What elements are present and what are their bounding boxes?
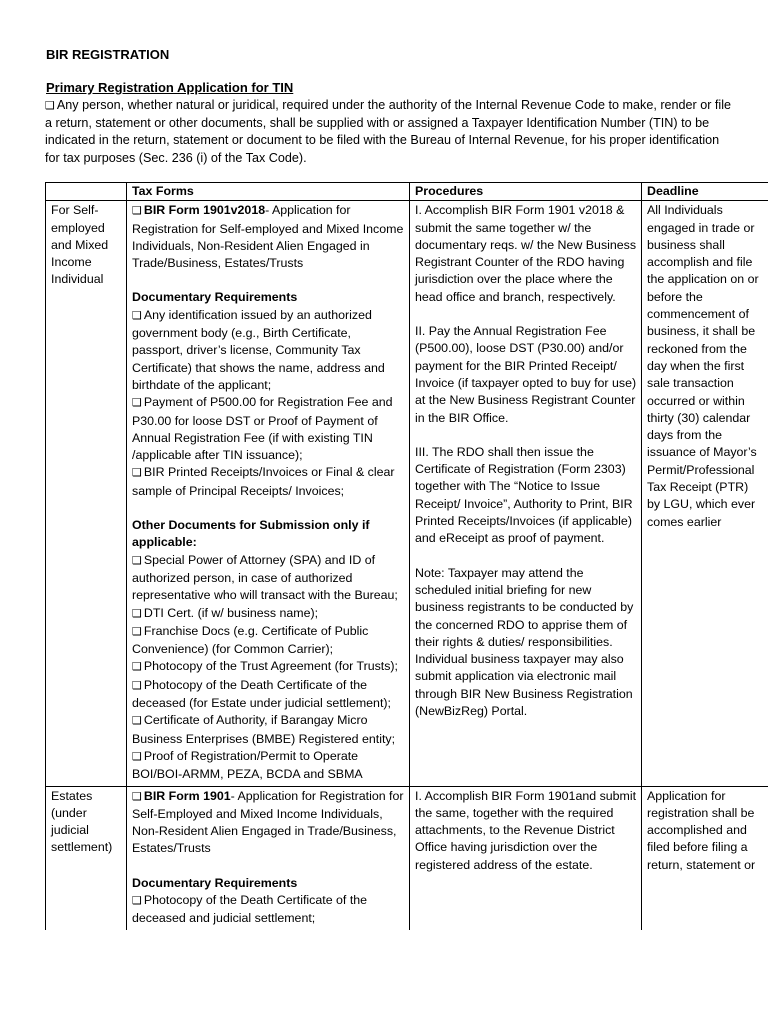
- deadline-cell: Application for registration shall be accomplished and filed before filing a return, statement or: [642, 786, 768, 930]
- checkbox-bullet-icon: ❑: [45, 100, 55, 112]
- list-item: ❑ Payment of P500.00 for Registration Fee and P30.00 for loose DST or Proof of Payment of Annual Registration Fee (if with existing TIN /applicable after TIN issuance);: [132, 395, 393, 463]
- checkbox-bullet-icon: ❑: [132, 790, 142, 803]
- registration-table: [45, 182, 768, 930]
- procedure-step: I. Accomplish BIR Form 1901and submit the same, together with the required attachments, to the Revenue District Office having jurisdiction over the registered address of the estate.: [415, 788, 637, 872]
- checkbox-bullet-icon: ❑: [132, 715, 142, 728]
- list-item: ❑ BIR Printed Receipts/Invoices or Final & clear sample of Principal Receipts/ Invoices;: [132, 465, 395, 498]
- table-header-row: [46, 183, 768, 201]
- list-item: ❑ Photocopy of the Death Certificate of the deceased (for Estate under judicial settlement);: [132, 677, 391, 711]
- intro-text: Any person, whether natural or juridical, required under the authority of the Internal Revenue Code to make, render or file a return, statement or other documents, shall be supplied with or assigned a Taxpayer Identification Number (TIN) to be indicated in the return, statement or document to be filed with the Bureau of Internal Revenue, for his proper identification for tax purposes (Sec. 236 (i) of the Tax Code).: [45, 98, 732, 165]
- checkbox-bullet-icon: ❑: [132, 661, 142, 674]
- form-line: [132, 202, 405, 272]
- deadline-cell: All Individuals engaged in trade or business shall accomplish and file the application on or before the commencement of business, it shall be reckoned from the day when the first sale transaction occurred or within thirty (30) calendar days from the issuance of Mayor’s Permit/Professional Tax Receipt (PTR) by LGU, which ever comes earlier: [642, 201, 768, 786]
- tax-forms-cell: [127, 786, 410, 930]
- list-item: ❑ Photocopy of the Trust Agreement (for Trusts);: [132, 659, 398, 674]
- checkbox-bullet-icon: ❑: [132, 309, 142, 322]
- form-line: [132, 788, 405, 858]
- form-name: BIR Form 1901: [143, 788, 231, 803]
- table-row: [46, 201, 768, 786]
- checkbox-bullet-icon: ❑: [132, 205, 142, 218]
- category-cell: Estates (under judicial settlement): [46, 786, 127, 930]
- header-cell-procedures: Procedures: [410, 183, 642, 201]
- procedure-step: II. Pay the Annual Registration Fee (P500.00), loose DST (P30.00) and/or payment for the BIR Printed Receipt/ Invoice (if taxpayer opted to buy for use) at the New Business Registrant Counter in the BIR Office.: [415, 324, 637, 425]
- checkbox-bullet-icon: ❑: [132, 894, 142, 907]
- form-name: BIR Form 1901v2018: [143, 203, 266, 218]
- form-description: - Application for Registration for Self-Employed and Mixed Income Individuals, Non-Resident Alien Engaged in Trade/Business, Estates/Trusts: [132, 788, 404, 856]
- header-cell-tax-forms: Tax Forms: [127, 183, 410, 201]
- checkbox-bullet-icon: ❑: [132, 679, 142, 692]
- list-item: ❑ Any identification issued by an authorized government body (e.g., Birth Certificate, passport, driver’s license, Community Tax Certificate) that shows the name, address and birthdate of the applicant;: [132, 307, 385, 392]
- document-title: BIR REGISTRATION: [46, 47, 170, 62]
- procedure-step: I. Accomplish BIR Form 1901 v2018 & submit the same together w/ the documentary reqs. w/ the New Business Registrant Counter of the RDO having jurisdiction over the place where the head office and branch, respectively.: [415, 203, 637, 304]
- checkbox-bullet-icon: ❑: [132, 607, 142, 620]
- table-row: [46, 786, 768, 930]
- list-item: ❑ Special Power of Attorney (SPA) and ID of authorized person, in case of authorized representative who will transact with the Bureau;: [132, 552, 398, 603]
- section-heading: Primary Registration Application for TIN: [46, 80, 294, 95]
- checkbox-bullet-icon: ❑: [132, 397, 142, 410]
- procedure-note: Note: Taxpayer may attend the scheduled initial briefing for new business registrants to be conducted by the concerned RDO to apprise them of their rights & duties/ responsibilities. Individual business taxpayer may also submit application via electronic mail through BIR New Business Registration (NewBizReg) Portal.: [415, 565, 634, 719]
- category-cell: For Self-employed and Mixed Income Individual: [46, 201, 127, 786]
- list-item: ❑ DTI Cert. (if w/ business name);: [132, 605, 319, 620]
- procedure-step: III. The RDO shall then issue the Certificate of Registration (Form 2303) together with The “Notice to Issue Receipt/ Invoice”, Authority to Print, BIR Printed Receipts/Invoices (if applicable) and eReceipt as proof of payment.: [415, 444, 633, 546]
- checkbox-bullet-icon: ❑: [132, 750, 142, 763]
- checkbox-bullet-icon: ❑: [132, 467, 142, 480]
- procedures-cell: [410, 786, 642, 930]
- doc-req-heading: Documentary Requirements: [132, 875, 298, 890]
- list-item: ❑ Proof of Registration/Permit to Operate BOI/BOI-ARMM, PEZA, BCDA and SBMA: [132, 748, 363, 782]
- list-item: ❑ Certificate of Authority, if Barangay Micro Business Enterprises (BMBE) Registered entity;: [132, 713, 396, 746]
- list-item: ❑ Franchise Docs (e.g. Certificate of Public Convenience) (for Common Carrier);: [132, 623, 369, 657]
- checkbox-bullet-icon: ❑: [132, 554, 142, 567]
- header-cell-category: [46, 183, 127, 201]
- other-docs-heading: Other Documents for Submission only if applicable:: [132, 518, 370, 550]
- form-description: - Application for Registration for Self-employed and Mixed Income Individuals, Non-Resident Alien Engaged in Trade/Business, Estates/Trusts: [132, 203, 404, 271]
- procedures-cell: [410, 201, 642, 786]
- header-cell-deadline: Deadline: [642, 183, 768, 201]
- tax-forms-cell: [127, 201, 410, 786]
- intro-paragraph: [45, 97, 735, 167]
- list-item: ❑ Photocopy of the Death Certificate of the deceased and judicial settlement;: [132, 892, 368, 926]
- checkbox-bullet-icon: ❑: [132, 625, 142, 638]
- doc-req-heading: Documentary Requirements: [132, 290, 298, 305]
